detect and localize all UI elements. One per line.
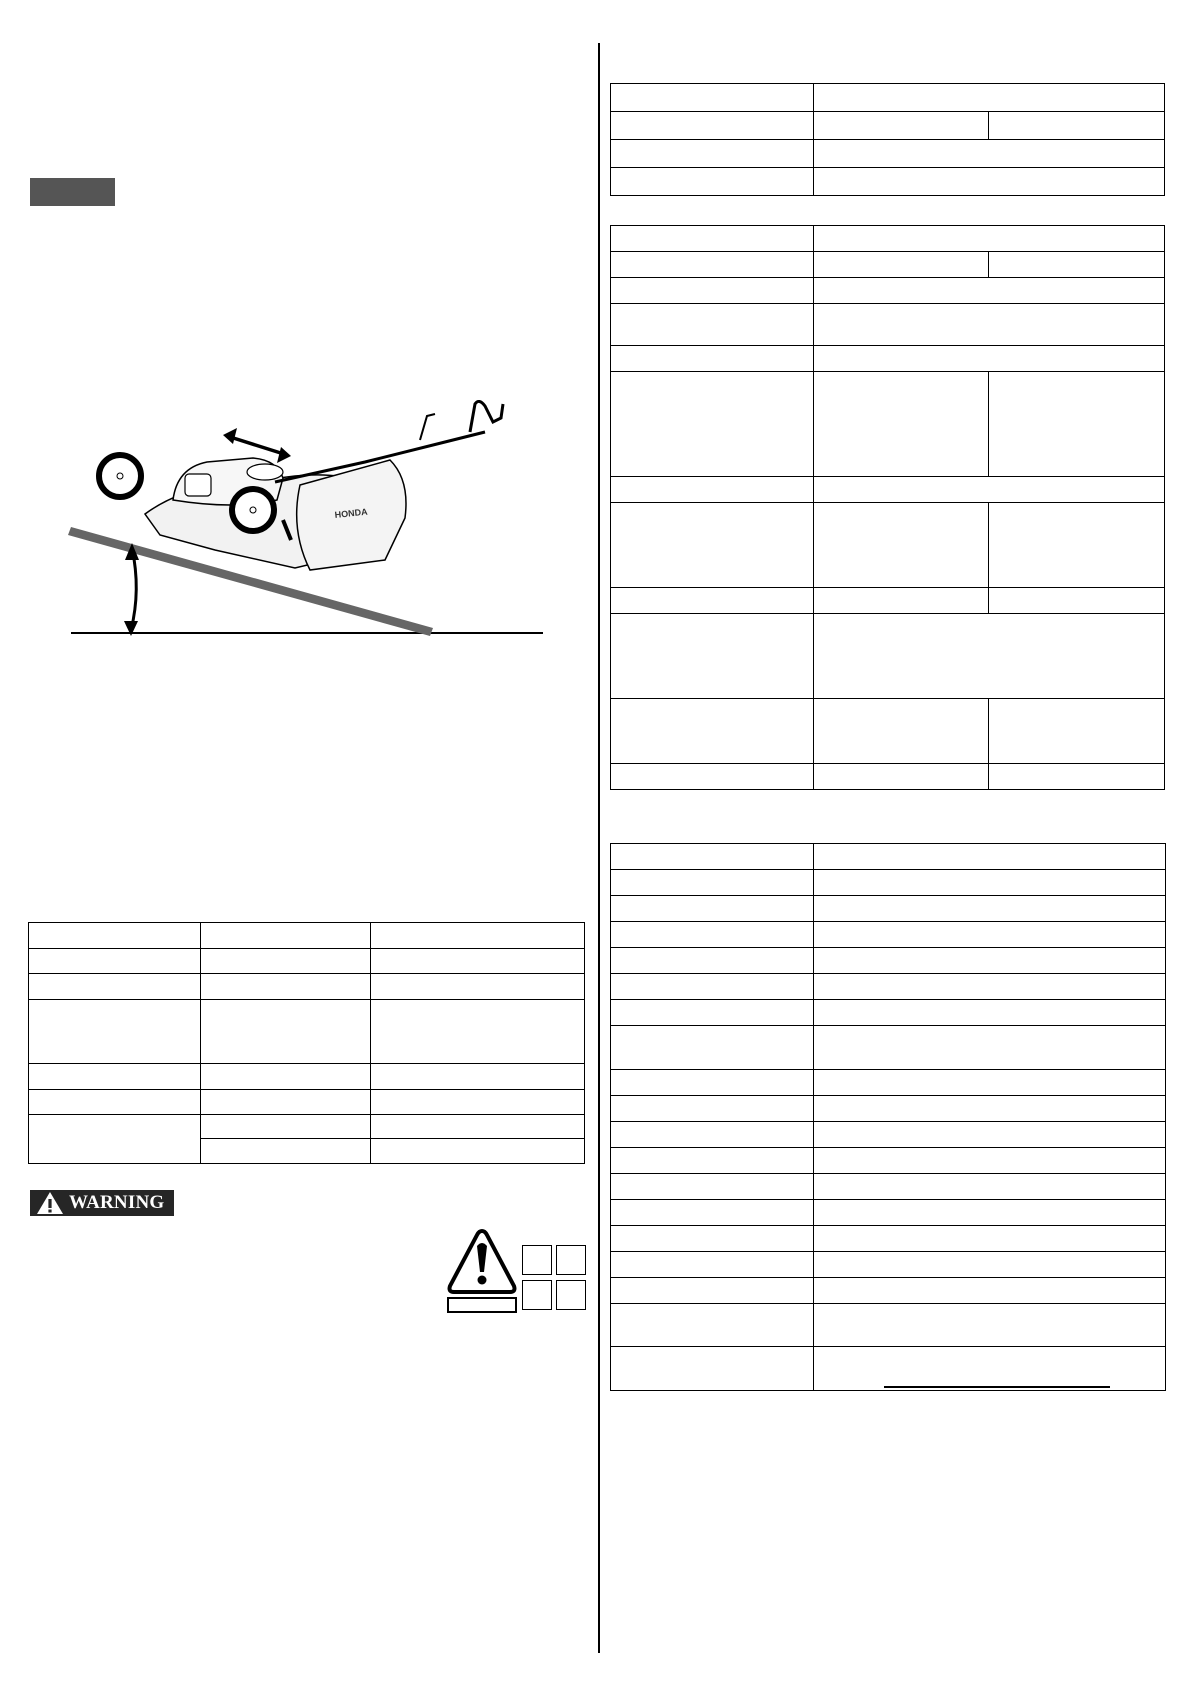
motion-arrow-head-right: [277, 447, 291, 463]
rear-wheel: [232, 489, 274, 531]
label-box: [556, 1280, 586, 1310]
mower-handle-grip: [470, 401, 503, 432]
warning-label: WARNING: [69, 1192, 165, 1213]
left-spec-table: [28, 922, 585, 1164]
table-row: [611, 278, 1165, 304]
right-spec-table-3: [610, 843, 1166, 1391]
engine-air-filter: [247, 464, 283, 480]
table-row: [611, 1304, 1166, 1347]
table-row: [611, 252, 1165, 278]
table-row: [611, 140, 1165, 168]
table-row: [611, 168, 1165, 196]
engine-fuel-cap: [185, 474, 211, 496]
underline-rule: [884, 1386, 1110, 1388]
table-row: [611, 922, 1166, 948]
table-row: [611, 614, 1165, 699]
table-row: [611, 477, 1165, 503]
safety-label-icon: [446, 1228, 518, 1314]
table-row: [611, 226, 1165, 252]
table-row: [611, 896, 1166, 922]
table-row: [611, 1200, 1166, 1226]
table-row: [611, 764, 1165, 790]
table-row: [611, 1000, 1166, 1026]
label-box: [556, 1245, 586, 1275]
label-box: [522, 1245, 552, 1275]
table-row: [29, 923, 585, 949]
table-row: [611, 112, 1165, 140]
mower-control-lever: [420, 414, 435, 440]
table-row: [611, 1122, 1166, 1148]
warning-banner: [30, 1190, 174, 1216]
table-row: [611, 588, 1165, 614]
table-row: [29, 1064, 585, 1090]
table-row: [611, 974, 1166, 1000]
table-row: [611, 1026, 1166, 1070]
mower-on-slope-illustration: [65, 400, 555, 640]
table-row: [29, 949, 585, 974]
right-spec-table-1: [610, 83, 1165, 196]
table-row: [29, 974, 585, 1000]
section-tab: [30, 178, 115, 206]
table-row: [611, 844, 1166, 870]
table-row: [611, 304, 1165, 346]
table-row: [611, 346, 1165, 372]
table-row: [611, 372, 1165, 477]
exclamation-triangle-icon: [36, 1191, 64, 1215]
table-row: [611, 1174, 1166, 1200]
motion-arrow-head-left: [223, 428, 237, 444]
table-row: [29, 1000, 585, 1064]
slope-height-arrow: [131, 548, 136, 630]
right-spec-table-2: [610, 225, 1165, 790]
table-row: [611, 1096, 1166, 1122]
table-row: [29, 1090, 585, 1115]
label-box: [522, 1280, 552, 1310]
table-row: [611, 1347, 1166, 1391]
mower-brand-mark: HONDA: [334, 506, 369, 520]
table-row: [611, 1148, 1166, 1174]
motion-arrow-shaft: [227, 436, 287, 455]
table-row: [611, 699, 1165, 764]
table-row: [611, 870, 1166, 896]
front-wheel: [99, 455, 141, 497]
table-row: [611, 84, 1165, 112]
table-row: [611, 503, 1165, 588]
table-row: [611, 1226, 1166, 1252]
column-divider: [598, 43, 600, 1653]
table-row: [611, 948, 1166, 974]
table-row: [611, 1070, 1166, 1096]
table-row: [611, 1278, 1166, 1304]
table-row: [611, 1252, 1166, 1278]
table-row: [29, 1115, 585, 1139]
